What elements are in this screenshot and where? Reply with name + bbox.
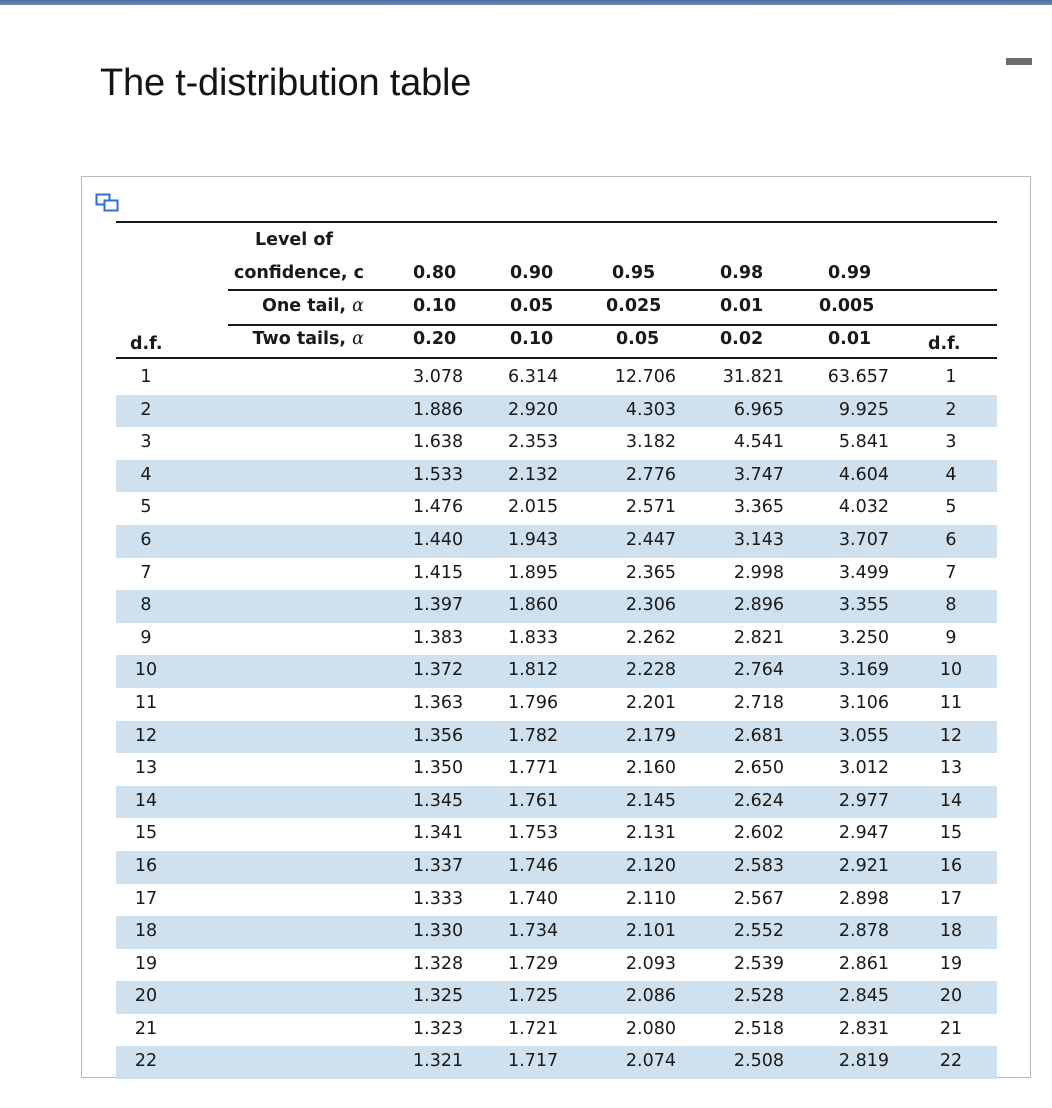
header-one-tail-value: 0.005: [819, 296, 875, 316]
critical-value-cell: 1.729: [508, 953, 559, 974]
critical-value-cell: 5.841: [838, 432, 889, 453]
critical-value-cell: 1.363: [413, 692, 464, 713]
df-cell: 7: [945, 562, 957, 583]
critical-value-cell: 2.998: [733, 562, 784, 583]
critical-value-cell: 2.306: [625, 595, 676, 616]
critical-value-cell: 1.943: [508, 529, 559, 550]
df-cell: 6: [140, 529, 152, 550]
table-row: [116, 525, 997, 558]
df-cell: 13: [939, 758, 963, 779]
critical-value-cell: 31.821: [722, 367, 784, 387]
critical-value-cell: 3.169: [838, 660, 889, 681]
critical-value-cell: 2.201: [625, 692, 676, 713]
table-row: [116, 1046, 997, 1079]
critical-value-cell: 2.447: [625, 529, 676, 550]
critical-value-cell: 2.179: [625, 725, 676, 746]
critical-value-cell: 3.106: [838, 692, 889, 713]
table-row: [116, 492, 997, 525]
df-cell: 19: [939, 953, 963, 974]
header-one-tail-value: 0.10: [413, 296, 457, 316]
table-row: [116, 721, 997, 754]
critical-value-cell: 2.518: [733, 1018, 784, 1039]
critical-value-cell: 3.012: [838, 758, 889, 779]
table-row: [116, 818, 997, 851]
df-cell: 16: [134, 855, 158, 876]
critical-value-cell: 3.707: [838, 529, 889, 550]
critical-value-cell: 2.160: [625, 758, 676, 779]
df-cell: 5: [945, 497, 957, 518]
table-row: [116, 981, 997, 1014]
critical-value-cell: 1.356: [413, 725, 464, 746]
critical-value-cell: 1.717: [508, 1051, 559, 1072]
table-row: [116, 362, 997, 395]
critical-value-cell: 2.552: [733, 921, 784, 942]
critical-value-cell: 1.812: [508, 660, 559, 681]
table-row: [116, 688, 997, 721]
critical-value-cell: 1.533: [413, 464, 464, 485]
header-two-tails-value: 0.20: [413, 329, 457, 349]
critical-value-cell: 2.764: [733, 660, 784, 681]
critical-value-cell: 2.074: [625, 1051, 676, 1072]
df-cell: 10: [134, 660, 158, 681]
df-cell: 16: [939, 855, 963, 876]
df-cell: 20: [939, 986, 963, 1007]
df-cell: 12: [134, 725, 158, 746]
critical-value-cell: 2.262: [625, 627, 676, 648]
df-cell: 7: [140, 562, 152, 583]
header-confidence-value: 0.90: [510, 263, 554, 283]
df-cell: 10: [939, 660, 963, 681]
critical-value-cell: 1.345: [413, 790, 464, 811]
critical-value-cell: 1.860: [508, 595, 559, 616]
critical-value-cell: 2.602: [733, 823, 784, 844]
df-cell: 4: [140, 464, 152, 485]
critical-value-cell: 1.761: [508, 790, 559, 811]
table-row: [116, 395, 997, 428]
critical-value-cell: 1.721: [508, 1018, 559, 1039]
df-cell: 15: [939, 823, 963, 844]
critical-value-cell: 2.921: [838, 855, 889, 876]
df-cell: 18: [939, 921, 963, 942]
table-row: [116, 851, 997, 884]
df-cell: 12: [939, 725, 963, 746]
header-one-tail-value: 0.025: [606, 296, 662, 316]
header-level-of: Level of: [255, 230, 334, 250]
critical-value-cell: 1.415: [413, 562, 464, 583]
critical-value-cell: 3.747: [733, 464, 784, 485]
df-cell: 20: [134, 986, 158, 1007]
table-row: [116, 590, 997, 623]
table-row: [116, 460, 997, 493]
df-cell: 19: [134, 953, 158, 974]
critical-value-cell: 1.341: [413, 823, 464, 844]
df-cell: 8: [140, 595, 152, 616]
critical-value-cell: 1.397: [413, 595, 464, 616]
critical-value-cell: 2.650: [733, 758, 784, 779]
df-cell: 17: [134, 888, 158, 909]
critical-value-cell: 2.365: [625, 562, 676, 583]
header-confidence-value: 0.95: [612, 263, 656, 283]
header-df-left: d.f.: [130, 334, 163, 354]
critical-value-cell: 3.182: [625, 432, 676, 453]
copy-icon[interactable]: [95, 193, 121, 213]
header-rule-2: [228, 324, 997, 326]
critical-value-cell: 9.925: [838, 399, 889, 420]
df-cell: 9: [140, 627, 152, 648]
critical-value-cell: 2.539: [733, 953, 784, 974]
df-cell: 3: [945, 432, 957, 453]
df-cell: 13: [134, 758, 158, 779]
critical-value-cell: 2.624: [733, 790, 784, 811]
header-two-tails-value: 0.05: [616, 329, 660, 349]
critical-value-cell: 2.567: [733, 888, 784, 909]
critical-value-cell: 4.604: [838, 464, 889, 485]
critical-value-cell: 2.110: [625, 888, 676, 909]
header-df-right: d.f.: [928, 334, 961, 354]
critical-value-cell: 3.143: [733, 529, 784, 550]
critical-value-cell: 2.132: [508, 464, 559, 485]
table-row: [116, 786, 997, 819]
header-two-tails-value: 0.01: [828, 329, 872, 349]
critical-value-cell: 2.093: [625, 953, 676, 974]
critical-value-cell: 1.753: [508, 823, 559, 844]
critical-value-cell: 2.228: [625, 660, 676, 681]
df-cell: 2: [140, 399, 152, 420]
critical-value-cell: 3.355: [838, 595, 889, 616]
critical-value-cell: 3.499: [838, 562, 889, 583]
header-confidence-value: 0.98: [720, 263, 764, 283]
df-cell: 1: [945, 367, 957, 387]
critical-value-cell: 2.086: [625, 986, 676, 1007]
critical-value-cell: 1.333: [413, 888, 464, 909]
critical-value-cell: 2.920: [508, 399, 559, 420]
critical-value-cell: 1.740: [508, 888, 559, 909]
critical-value-cell: 2.080: [625, 1018, 676, 1039]
page-title: The t-distribution table: [100, 62, 472, 104]
header-one-tail-value: 0.01: [720, 296, 764, 316]
df-cell: 14: [134, 790, 158, 811]
critical-value-cell: 2.015: [508, 497, 559, 518]
critical-value-cell: 1.895: [508, 562, 559, 583]
critical-value-cell: 6.314: [508, 367, 559, 387]
critical-value-cell: 1.337: [413, 855, 464, 876]
critical-value-cell: 2.131: [625, 823, 676, 844]
header-two-tails-value: 0.02: [720, 329, 764, 349]
table-row: [116, 558, 997, 591]
header-confidence-label: confidence, c: [233, 263, 364, 283]
critical-value-cell: 63.657: [827, 367, 889, 387]
critical-value-cell: 1.796: [508, 692, 559, 713]
table-row: [116, 623, 997, 656]
critical-value-cell: 2.896: [733, 595, 784, 616]
critical-value-cell: 1.350: [413, 758, 464, 779]
df-cell: 22: [134, 1051, 158, 1072]
df-cell: 8: [945, 595, 957, 616]
df-cell: 14: [939, 790, 963, 811]
header-bottom-rule: [116, 357, 997, 359]
critical-value-cell: 1.771: [508, 758, 559, 779]
critical-value-cell: 12.706: [614, 367, 676, 387]
critical-value-cell: 2.353: [508, 432, 559, 453]
df-cell: 15: [134, 823, 158, 844]
table-row: [116, 753, 997, 786]
table-row: [116, 884, 997, 917]
critical-value-cell: 2.861: [838, 953, 889, 974]
df-cell: 5: [140, 497, 152, 518]
critical-value-cell: 1.330: [413, 921, 464, 942]
df-cell: 21: [134, 1018, 158, 1039]
header-one-tail-value: 0.05: [510, 296, 554, 316]
header-two-tails-label: Two tails, α: [252, 329, 364, 349]
table-row: [116, 916, 997, 949]
critical-value-cell: 6.965: [733, 399, 784, 420]
critical-value-cell: 1.325: [413, 986, 464, 1007]
header-confidence-value: 0.80: [413, 263, 457, 283]
critical-value-cell: 3.078: [413, 367, 464, 387]
critical-value-cell: 1.746: [508, 855, 559, 876]
df-cell: 17: [939, 888, 963, 909]
header-two-tails-value: 0.10: [510, 329, 554, 349]
critical-value-cell: 2.845: [838, 986, 889, 1007]
critical-value-cell: 2.947: [838, 823, 889, 844]
critical-value-cell: 2.776: [625, 464, 676, 485]
critical-value-cell: 2.120: [625, 855, 676, 876]
critical-value-cell: 1.383: [413, 627, 464, 648]
critical-value-cell: 2.681: [733, 725, 784, 746]
critical-value-cell: 2.821: [733, 627, 784, 648]
critical-value-cell: 1.323: [413, 1018, 464, 1039]
critical-value-cell: 1.328: [413, 953, 464, 974]
critical-value-cell: 2.718: [733, 692, 784, 713]
critical-value-cell: 2.583: [733, 855, 784, 876]
critical-value-cell: 4.032: [838, 497, 889, 518]
critical-value-cell: 2.571: [625, 497, 676, 518]
table-body: [116, 362, 997, 1079]
critical-value-cell: 1.440: [413, 529, 464, 550]
critical-value-cell: 2.508: [733, 1051, 784, 1072]
critical-value-cell: 1.372: [413, 660, 464, 681]
critical-value-cell: 1.476: [413, 497, 464, 518]
critical-value-cell: 4.303: [625, 399, 676, 420]
critical-value-cell: 1.782: [508, 725, 559, 746]
critical-value-cell: 4.541: [733, 432, 784, 453]
critical-value-cell: 1.638: [413, 432, 464, 453]
df-cell: 11: [939, 692, 963, 713]
df-cell: 6: [945, 529, 957, 550]
critical-value-cell: 1.734: [508, 921, 559, 942]
critical-value-cell: 2.977: [838, 790, 889, 811]
df-cell: 22: [939, 1051, 963, 1072]
critical-value-cell: 3.250: [838, 627, 889, 648]
critical-value-cell: 2.831: [838, 1018, 889, 1039]
df-cell: 9: [945, 627, 957, 648]
critical-value-cell: 2.819: [838, 1051, 889, 1072]
table-row: [116, 949, 997, 982]
table-row: [116, 1014, 997, 1047]
critical-value-cell: 1.833: [508, 627, 559, 648]
critical-value-cell: 2.145: [625, 790, 676, 811]
df-cell: 18: [134, 921, 158, 942]
df-cell: 11: [134, 692, 158, 713]
critical-value-cell: 2.528: [733, 986, 784, 1007]
df-cell: 1: [140, 367, 152, 387]
critical-value-cell: 1.886: [413, 399, 464, 420]
critical-value-cell: 2.101: [625, 921, 676, 942]
critical-value-cell: 2.898: [838, 888, 889, 909]
critical-value-cell: 3.055: [838, 725, 889, 746]
table-row: [116, 427, 997, 460]
df-cell: 3: [140, 432, 152, 453]
critical-value-cell: 1.321: [413, 1051, 464, 1072]
critical-value-cell: 2.878: [838, 921, 889, 942]
table-row: [116, 655, 997, 688]
df-cell: 4: [945, 464, 957, 485]
table-top-rule: [116, 221, 997, 223]
header-confidence-value: 0.99: [828, 263, 872, 283]
window-top-border: [0, 0, 1052, 5]
minimize-icon[interactable]: [1006, 58, 1032, 65]
header-one-tail-label: One tail, α: [261, 296, 364, 316]
critical-value-cell: 1.725: [508, 986, 559, 1007]
header-rule-1: [228, 289, 997, 291]
critical-value-cell: 3.365: [733, 497, 784, 518]
df-cell: 21: [939, 1018, 963, 1039]
df-cell: 2: [945, 399, 957, 420]
